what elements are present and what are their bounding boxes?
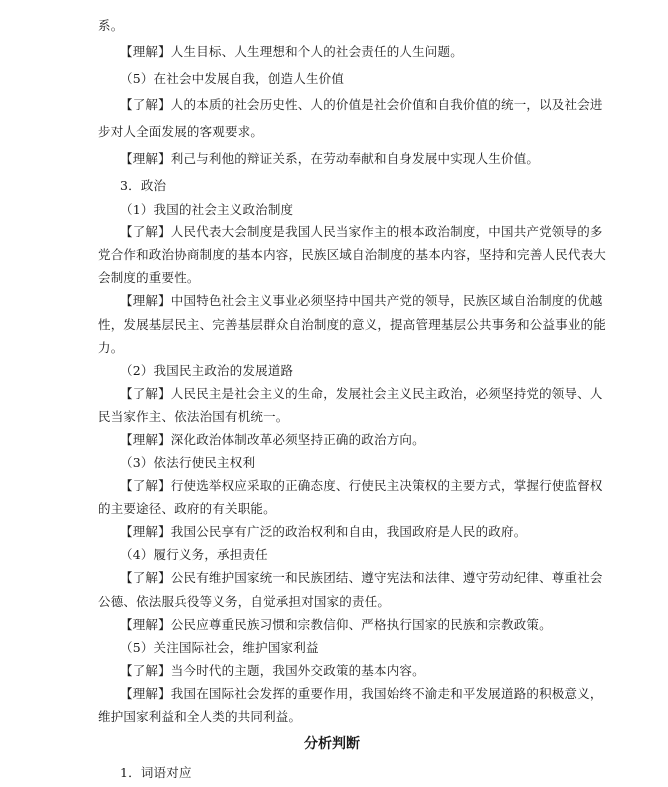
- text-line-7: 3．政治: [120, 178, 167, 193]
- text-line-9: 【了解】人民代表大会制度是我国人民当家作主的根本政治制度，中国共产党领导的多: [120, 224, 603, 239]
- text-line-28: 【了解】当今时代的主题，我国外交政策的基本内容。: [120, 663, 425, 678]
- text-line-29: 【理解】我国在国际社会发挥的重要作用，我国始终不渝走和平发展道路的积极意义，: [120, 686, 603, 701]
- text-line-11: 会制度的重要性。: [98, 270, 200, 285]
- text-line-14: 力。: [98, 340, 124, 355]
- text-line-23: （4）履行义务，承担责任: [120, 547, 268, 562]
- text-line-24: 【了解】公民有维护国家统一和民族团结、遵守宪法和法律、遵守劳动纪律、尊重社会: [120, 570, 603, 585]
- text-line-13: 性，发展基层民主、完善基层群众自治制度的意义，提高管理基层公共事务和公益事业的能: [98, 317, 607, 332]
- text-line-3: （5）在社会中发展自我，创造人生价值: [120, 71, 345, 86]
- text-line-21: 的主要途径、政府的有关职能。: [98, 501, 276, 516]
- text-line-2: 【理解】人生目标、人生理想和个人的社会责任的人生问题。: [120, 44, 463, 59]
- text-line-25: 公德、依法服兵役等义务，自觉承担对国家的责任。: [98, 594, 391, 609]
- text-line-4: 【了解】人的本质的社会历史性、人的价值是社会价值和自我价值的统一，以及社会进: [120, 97, 603, 112]
- text-line-22: 【理解】我国公民享有广泛的政治权利和自由，我国政府是人民的政府。: [120, 524, 527, 539]
- text-line-6: 【理解】利己与利他的辩证关系，在劳动奉献和自身发展中实现人生价值。: [120, 151, 540, 166]
- text-line-30: 维护国家利益和全人类的共同利益。: [98, 709, 302, 724]
- text-line-10: 党合作和政治协商制度的基本内容，民族区域自治制度的基本内容，坚持和完善人民代表大: [98, 247, 607, 262]
- text-line-15: （2）我国民主政治的发展道路: [120, 363, 294, 378]
- text-line-27: （5）关注国际社会，维护国家利益: [120, 640, 319, 655]
- text-line-18: 【理解】深化政治体制改革必须坚持正确的政治方向。: [120, 432, 425, 447]
- text-line-8: （1）我国的社会主义政治制度: [120, 202, 294, 217]
- text-line-17: 民当家作主、依法治国有机统一。: [98, 409, 289, 424]
- text-line-12: 【理解】中国特色社会主义事业必须坚持中国共产党的领导，民族区域自治制度的优越: [120, 293, 603, 308]
- text-line-19: （3）依法行使民主权利: [120, 455, 256, 470]
- sub-heading: 1．词语对应: [120, 765, 192, 780]
- text-line-26: 【理解】公民应尊重民族习惯和宗教信仰、严格执行国家的民族和宗教政策。: [120, 617, 552, 632]
- text-line-20: 【了解】行使选举权应采取的正确态度、行使民主决策权的主要方式，掌握行使监督权: [120, 478, 603, 493]
- section-heading: 分析判断: [304, 736, 360, 752]
- text-line-1: 系。: [98, 18, 124, 33]
- text-line-16: 【了解】人民民主是社会主义的生命，发展社会主义民主政治，必须坚持党的领导、人: [120, 386, 603, 401]
- text-line-5: 步对人全面发展的客观要求。: [98, 124, 264, 139]
